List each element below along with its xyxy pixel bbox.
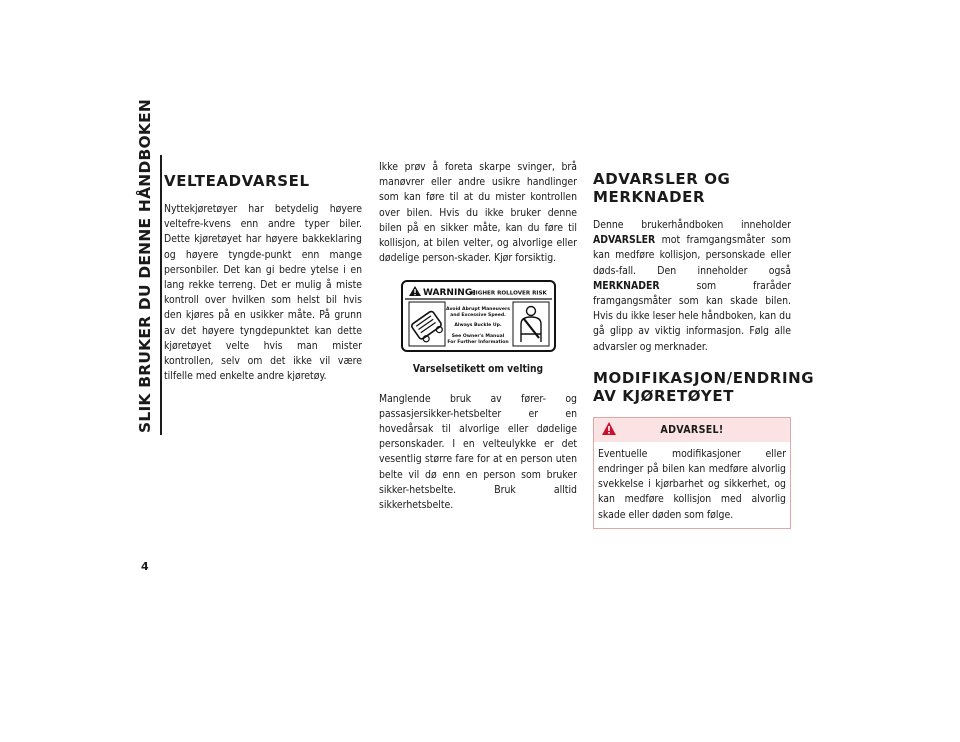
warnings-notes-heading xyxy=(593,170,791,206)
label-line-1: Avoid Abrupt Maneuvers xyxy=(445,307,510,313)
side-rule xyxy=(160,155,162,435)
page-number: 4 xyxy=(141,560,149,573)
warning-triangle-icon xyxy=(601,421,617,436)
rollover-car-icon xyxy=(409,302,445,346)
seatbelt-text: Manglende bruk av fører- og passasjersikker-hetsbelter er en hovedårsak til alvorlige eller dødelige personskader. I en velteulykke er det vesentlig større fare for at en person uten belte vil dø enn en person som bruker sikker-hetsbelte. Bruk alltid sikkerhetsbelte. xyxy=(379,392,577,512)
body-part: Denne brukerhåndboken inneholder xyxy=(593,219,791,231)
left-column xyxy=(164,172,362,384)
right-column xyxy=(593,170,815,529)
warnings-notes-heading-line1: ADVARSLER OG xyxy=(593,170,731,188)
label-warning-rest: HIGHER ROLLOVER RISK xyxy=(470,290,547,297)
modification-heading-line2: AV KJØRETØYET xyxy=(593,386,735,405)
modification-heading-line1: MODIFIKASJON/ENDRING xyxy=(593,368,815,387)
warnings-notes-heading-line2: MERKNADER xyxy=(593,188,706,206)
label-line-2: and Excessive Speed. xyxy=(449,313,506,319)
middle-column xyxy=(379,160,577,513)
modification-heading xyxy=(593,368,815,405)
figure-caption: Varselsetikett om velting xyxy=(412,364,544,376)
rollover-label-graphic xyxy=(403,282,554,350)
warning-box-header xyxy=(594,418,790,442)
merknader-term: MERKNADER xyxy=(593,279,660,292)
warnings-notes-body xyxy=(593,218,791,355)
section-side-title: SLIK BRUKER DU DENNE HÅNDBOKEN xyxy=(136,98,154,433)
seatbelt-person-icon xyxy=(513,302,549,346)
body-part: mot framgangsmåter som kan medføre kollisjon, personskade eller døds-fall. Den inneholder også xyxy=(593,234,791,277)
warning-text: Eventuelle modifikasjoner eller endringer på bilen kan medføre alvorlig svekkelse i kjørbarhet og sikkerhet, og kan medføre kollisjon med alvorlig skade eller døden som følge. xyxy=(598,447,786,521)
advarsler-term: ADVARSLER xyxy=(593,234,656,247)
label-warning-word: WARNING: xyxy=(422,288,476,299)
warning-box xyxy=(593,417,791,529)
label-line-4: See Owner's Manual xyxy=(451,334,504,340)
rollover-heading: VELTEADVARSEL xyxy=(164,172,310,190)
rollover-body: Nyttekjøretøyer har betydelig høyere veltefre-kvens enn andre typer biler. Dette kjøretøyet har høyere bakkeklaring og høyere tyngde-punkt enn mange personbiler. Det kan gi bedre ytelse i en lang rekke terreng. Det er mulig å miste kontroll over hvilken som helst bil hvis den kjøres på en usikker måte. På grunn av det høyere tyngdepunktet kan dette kjøretøyet velte hvis man mister kontrollen, selv om det ikke vil være tilfelle med enkelte andre kjøretøy. xyxy=(164,203,362,383)
label-line-5: For Further Information xyxy=(446,340,509,346)
body-part: som fraråder framgangsmåter som kan skade bilen. Hvis du ikke leser hele håndboken, kan du gå glipp av viktig informasjon. Følg alle advarsler og merknader. xyxy=(593,279,792,353)
driving-advice-text: Ikke prøv å foreta skarpe svinger, brå manøvrer eller andre usikre handlinger som kan føre til at du mister kontrollen over bilen. Hvis du ikke bruker denne bilen på en sikker måte, kan du føre til kollisjon, at bilen velter, og alvorlige eller dødelige person-skader. Kjør forsiktig. xyxy=(379,161,577,265)
rollover-warning-label xyxy=(401,280,556,352)
warning-title: ADVARSEL! xyxy=(660,423,724,436)
label-line-3: Always Buckle Up. xyxy=(453,323,502,329)
